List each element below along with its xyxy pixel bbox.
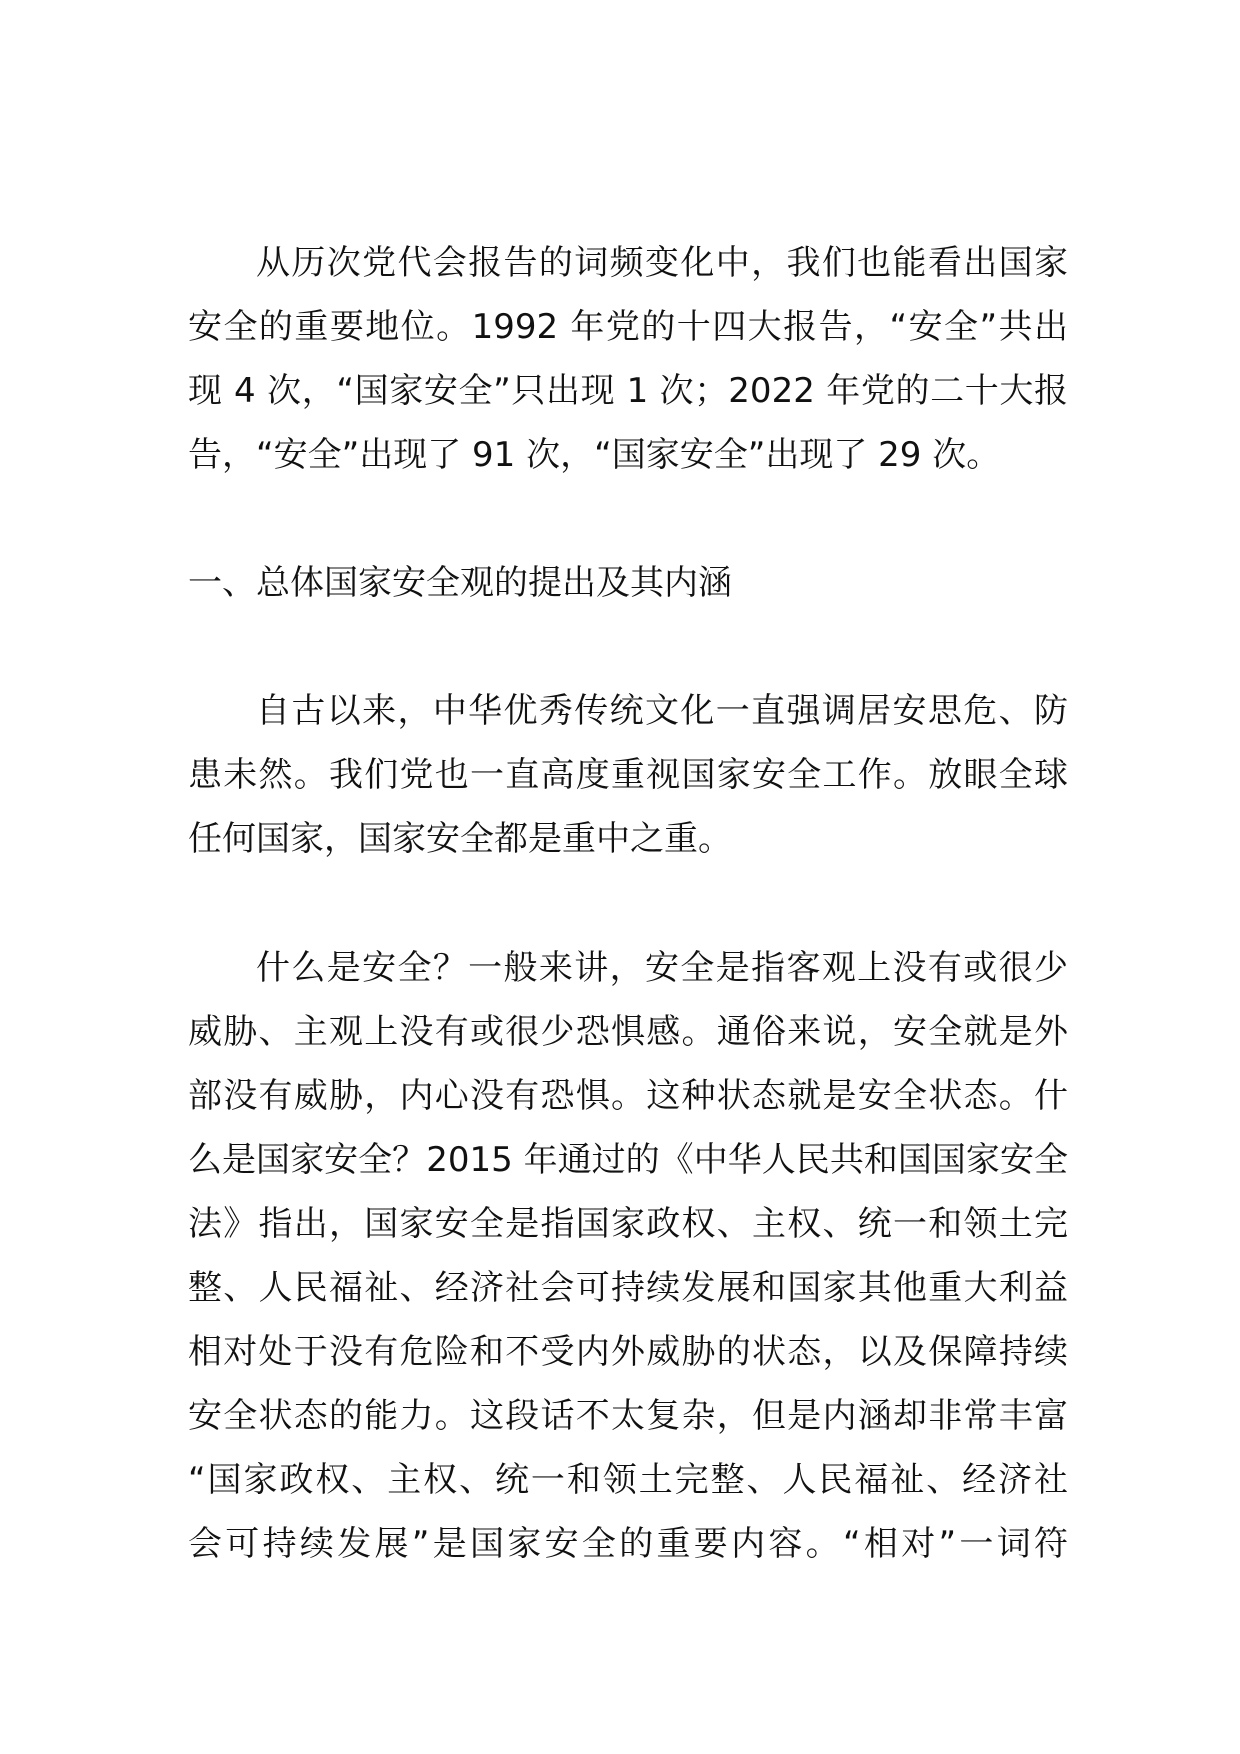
paragraph-3-line-4: 么是国家安全？2015 年通过的《中华人民共和国国家安全 <box>188 1140 1068 1180</box>
paragraph-2-line-1: 自古以来，中华优秀传统文化一直强调居安思危、防 <box>256 691 1068 731</box>
paragraph-3-line-9: “国家政权、主权、统一和领土完整、人民福祉、经济社 <box>188 1460 1068 1500</box>
paragraph-2-line-2: 患未然。我们党也一直高度重视国家安全工作。放眼全球 <box>188 755 1068 795</box>
paragraph-1-line-4: 告，“安全”出现了 91 次，“国家安全”出现了 29 次。 <box>188 435 1001 475</box>
section-heading: 一、总体国家安全观的提出及其内涵 <box>188 563 732 603</box>
paragraph-1-line-2: 安全的重要地位。1992 年党的十四大报告，“安全”共出 <box>188 307 1068 347</box>
paragraph-1-line-1: 从历次党代会报告的词频变化中，我们也能看出国家 <box>256 243 1068 283</box>
paragraph-3-line-2: 威胁、主观上没有或很少恐惧感。通俗来说，安全就是外 <box>188 1012 1068 1052</box>
paragraph-1-line-3: 现 4 次，“国家安全”只出现 1 次；2022 年党的二十大报 <box>188 371 1068 411</box>
paragraph-3-line-6: 整、人民福祉、经济社会可持续发展和国家其他重大利益 <box>188 1268 1068 1308</box>
paragraph-2-line-3: 任何国家，国家安全都是重中之重。 <box>188 819 732 859</box>
paragraph-3-line-8: 安全状态的能力。这段话不太复杂，但是内涵却非常丰富 <box>188 1396 1068 1436</box>
paragraph-3-line-1: 什么是安全？一般来讲，安全是指客观上没有或很少 <box>256 948 1068 988</box>
paragraph-3-line-3: 部没有威胁，内心没有恐惧。这种状态就是安全状态。什 <box>188 1076 1068 1116</box>
paragraph-3-line-7: 相对处于没有危险和不受内外威胁的状态，以及保障持续 <box>188 1332 1068 1372</box>
paragraph-3-line-10: 会可持续发展”是国家安全的重要内容。“相对”一词符 <box>188 1524 1068 1564</box>
paragraph-3-line-5: 法》指出，国家安全是指国家政权、主权、统一和领土完 <box>188 1204 1068 1244</box>
